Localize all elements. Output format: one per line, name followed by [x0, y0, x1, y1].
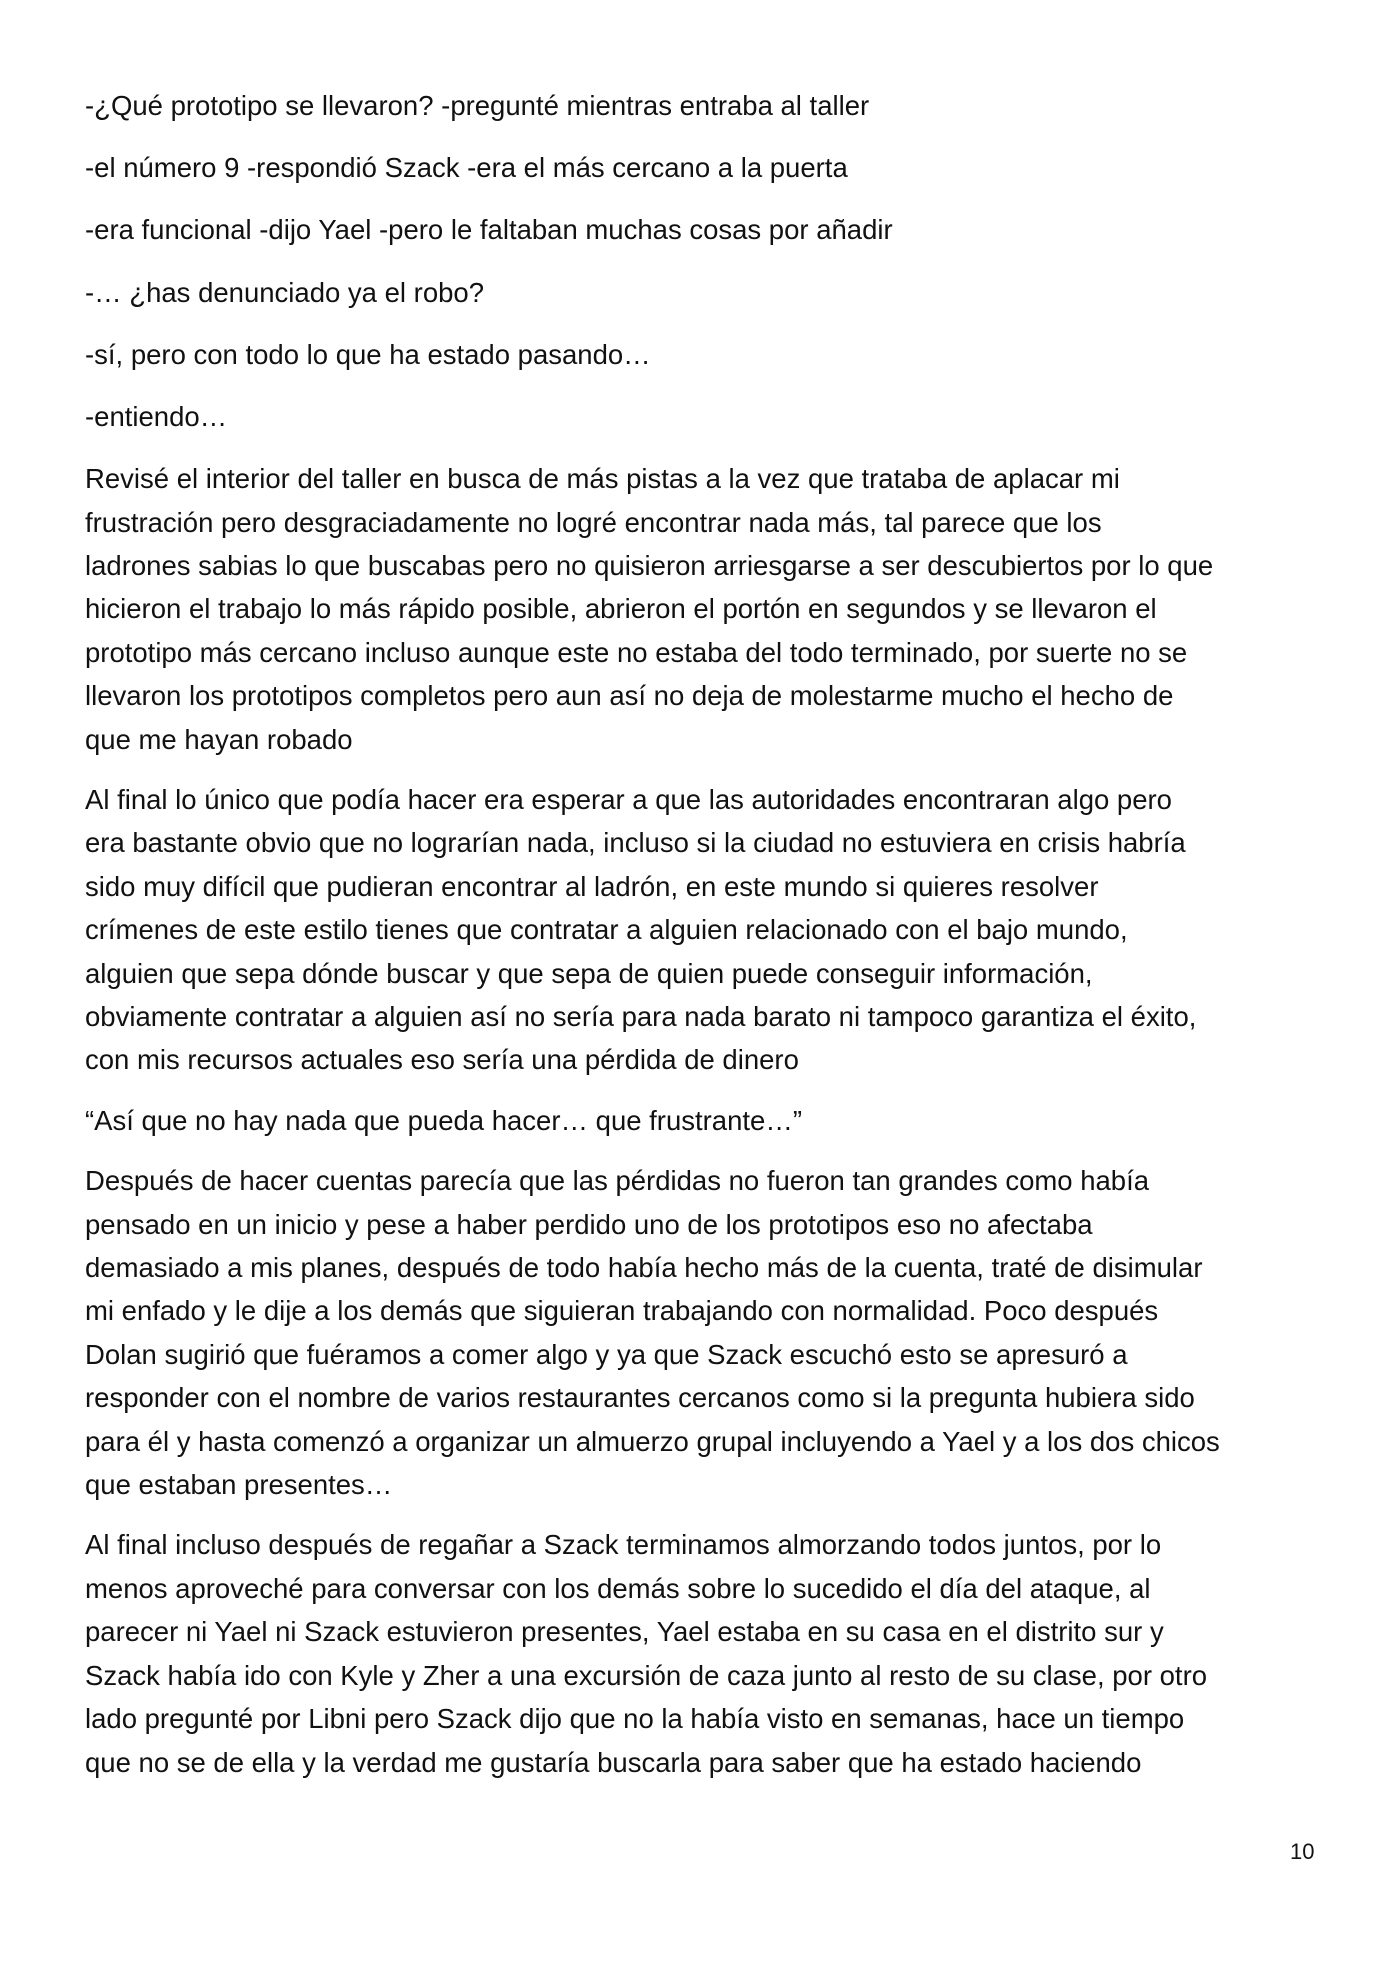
- paragraph-line: ladrones sabias lo que buscabas pero no quisieron arriesgarse a ser descubiertos por lo que: [85, 549, 1214, 581]
- dialogue-line: -… ¿has denunciado ya el robo?: [85, 276, 484, 308]
- dialogue-line: -el número 9 -respondió Szack -era el más cercano a la puerta: [85, 152, 848, 184]
- paragraph-line: demasiado a mis planes, después de todo había hecho más de la cuenta, traté de disimular: [85, 1252, 1203, 1284]
- paragraph-line: mi enfado y le dije a los demás que siguieran trabajando con normalidad. Poco después: [85, 1295, 1159, 1327]
- paragraph-line: “Así que no hay nada que pueda hacer… que frustrante…”: [85, 1104, 802, 1136]
- paragraph-line: obviamente contratar a alguien así no sería para nada barato ni tampoco garantiza el éxito,: [85, 1001, 1197, 1032]
- paragraph-line: frustración pero desgraciadamente no logré encontrar nada más, tal parece que los: [85, 506, 1102, 538]
- paragraph-line: alguien que sepa dónde buscar y que sepa de quien puede conseguir información,: [85, 957, 1093, 989]
- paragraph-line: era bastante obvio que no lograrían nada, incluso si la ciudad no estuviera en crisis habría: [85, 827, 1186, 859]
- thought-paragraph: [85, 1099, 1317, 1142]
- document-body: [85, 84, 1317, 1801]
- paragraph-line: parecer ni Yael ni Szack estuvieron presentes, Yael estaba en su casa en el distrito sur y: [85, 1616, 1164, 1648]
- paragraph-line: con mis recursos actuales eso sería una pérdida de dinero: [85, 1044, 799, 1076]
- paragraph: [85, 1523, 1317, 1783]
- paragraph-line: responder con el nombre de varios restaurantes cercanos como si la pregunta hubiera sido: [85, 1382, 1195, 1414]
- paragraph-line: sido muy difícil que pudieran encontrar al ladrón, en este mundo si quieres resolver: [85, 870, 1099, 902]
- paragraph-line: hicieron el trabajo lo más rápido posible, abrieron el portón en segundos y se llevaron el: [85, 593, 1157, 625]
- paragraph-line: prototipo más cercano incluso aunque este no estaba del todo terminado, por suerte no se: [85, 636, 1188, 668]
- dialogue-line: -entiendo…: [85, 400, 228, 432]
- paragraph-line: Revisé el interior del taller en busca de más pistas a la vez que trataba de aplacar mi: [85, 463, 1120, 495]
- paragraph: [85, 457, 1317, 761]
- paragraph-line: Después de hacer cuentas parecía que las pérdidas no fueron tan grandes como había: [85, 1165, 1150, 1197]
- dialogue-line: -sí, pero con todo lo que ha estado pasando…: [85, 338, 651, 370]
- paragraph-line: que no se de ella y la verdad me gustaría buscarla para saber que ha estado haciendo: [85, 1746, 1142, 1778]
- paragraph-line: que estaban presentes…: [85, 1469, 393, 1501]
- paragraph-line: lado pregunté por Libni pero Szack dijo que no la había visto en semanas, hace un tiempo: [85, 1703, 1185, 1735]
- paragraph-line: llevaron los prototipos completos pero aun así no deja de molestarme mucho el hecho de: [85, 680, 1174, 712]
- paragraph-line: pensado en un inicio y pese a haber perdido uno de los prototipos eso no afectaba: [85, 1208, 1093, 1240]
- page-number: 10: [1290, 1839, 1315, 1864]
- paragraph-line: Szack había ido con Kyle y Zher a una excursión de caza junto al resto de su clase, por otro: [85, 1659, 1208, 1691]
- paragraph-line: para él y hasta comenzó a organizar un almuerzo grupal incluyendo a Yael y a los dos chicos: [85, 1425, 1220, 1457]
- paragraph-line: Al final lo único que podía hacer era esperar a que las autoridades encontraran algo pero: [85, 783, 1172, 815]
- dialogue-line: -era funcional -dijo Yael -pero le faltaban muchas cosas por añadir: [85, 214, 893, 246]
- paragraph-line: crímenes de este estilo tienes que contratar a alguien relacionado con el bajo mundo,: [85, 914, 1128, 946]
- paragraph: [85, 1159, 1317, 1506]
- dialogue-line: -¿Qué prototipo se llevaron? -pregunté mientras entraba al taller: [85, 90, 870, 121]
- paragraph-line: menos aproveché para conversar con los demás sobre lo sucedido el día del ataque, al: [85, 1572, 1151, 1604]
- paragraph-line: Dolan sugirió que fuéramos a comer algo y ya que Szack escuchó esto se apresuró a: [85, 1338, 1128, 1370]
- paragraph: [85, 778, 1317, 1082]
- paragraph-line: que me hayan robado: [85, 723, 353, 755]
- paragraph-line: Al final incluso después de regañar a Szack terminamos almorzando todos juntos, por lo: [85, 1529, 1162, 1561]
